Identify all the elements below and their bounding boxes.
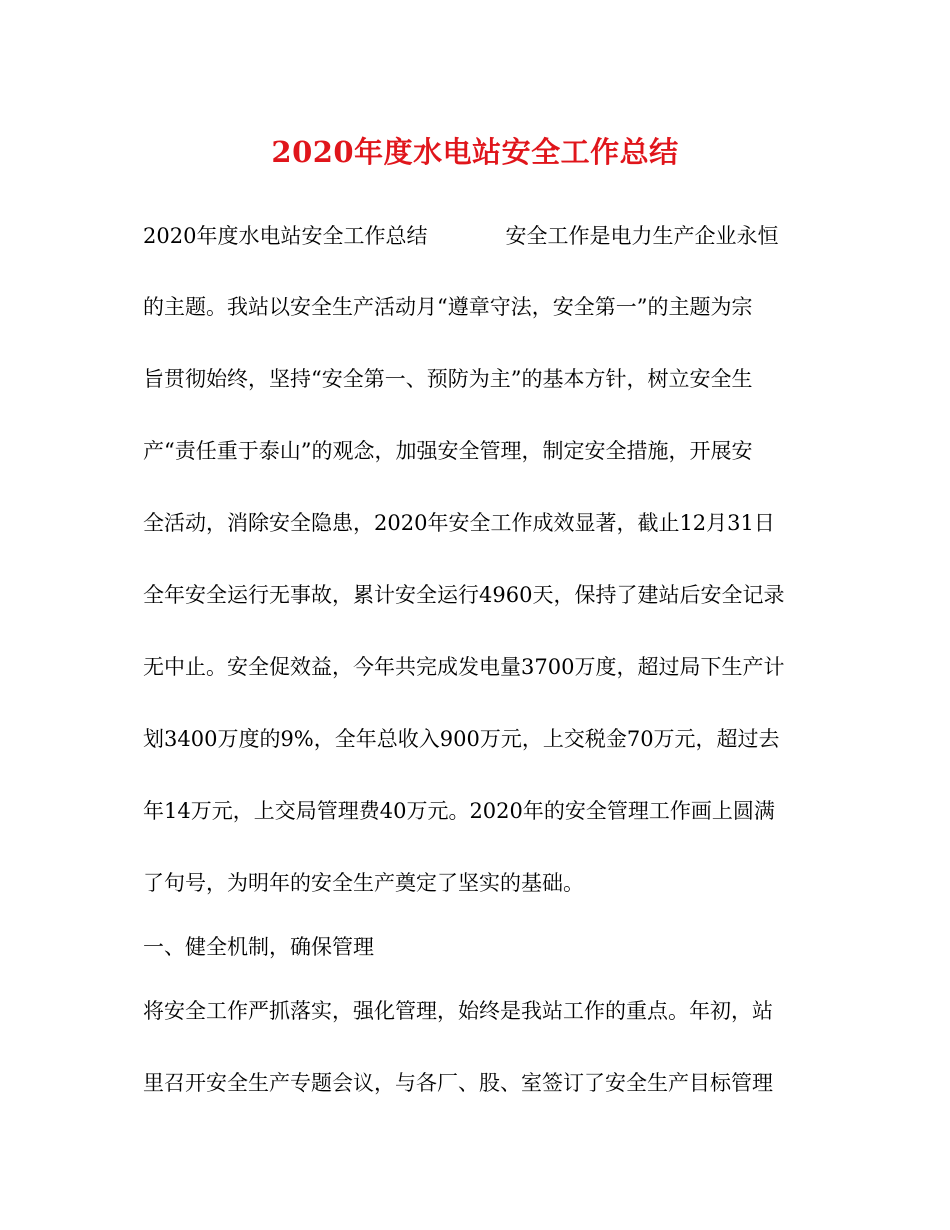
paragraph-line: 产“责任重于泰山”的观念，加强安全管理，制定安全措施，开展安 — [143, 439, 753, 463]
paragraph-line: 划3400万度的9%，全年总收入900万元，上交税金70万元，超过去 — [143, 727, 780, 751]
section-heading: 一、健全机制，确保管理 — [143, 935, 374, 959]
paragraph-line: 的主题。我站以安全生产活动月“遵章守法，安全第一”的主题为宗 — [143, 295, 753, 319]
paragraph-line — [143, 221, 778, 251]
document-title: 2020年度水电站安全工作总结 — [271, 135, 679, 169]
intro-heading: 2020年度水电站安全工作总结 — [143, 224, 428, 248]
paragraph-text: 安全工作是电力生产企业永恒 — [505, 224, 779, 248]
paragraph-line: 年14万元，上交局管理费40万元。2020年的安全管理工作画上圆满 — [143, 799, 775, 823]
paragraph-line: 里召开安全生产专题会议，与各厂、股、室签订了安全生产目标管理 — [143, 1071, 773, 1095]
paragraph-line: 将安全工作严抓落实，强化管理，始终是我站工作的重点。年初，站 — [143, 999, 773, 1023]
paragraph-line: 了句号，为明年的安全生产奠定了坚实的基础。 — [143, 871, 584, 895]
paragraph-line: 全活动，消除安全隐患，2020年安全工作成效显著，截止12月31日 — [143, 511, 775, 535]
paragraph-line: 无中止。安全促效益，今年共完成发电量3700万度，超过局下生产计 — [143, 655, 785, 679]
paragraph-line: 旨贯彻始终，坚持“安全第一、预防为主”的基本方针，树立安全生 — [143, 367, 753, 391]
paragraph-line: 全年安全运行无事故，累计安全运行4960天，保持了建站后安全记录 — [143, 583, 785, 607]
